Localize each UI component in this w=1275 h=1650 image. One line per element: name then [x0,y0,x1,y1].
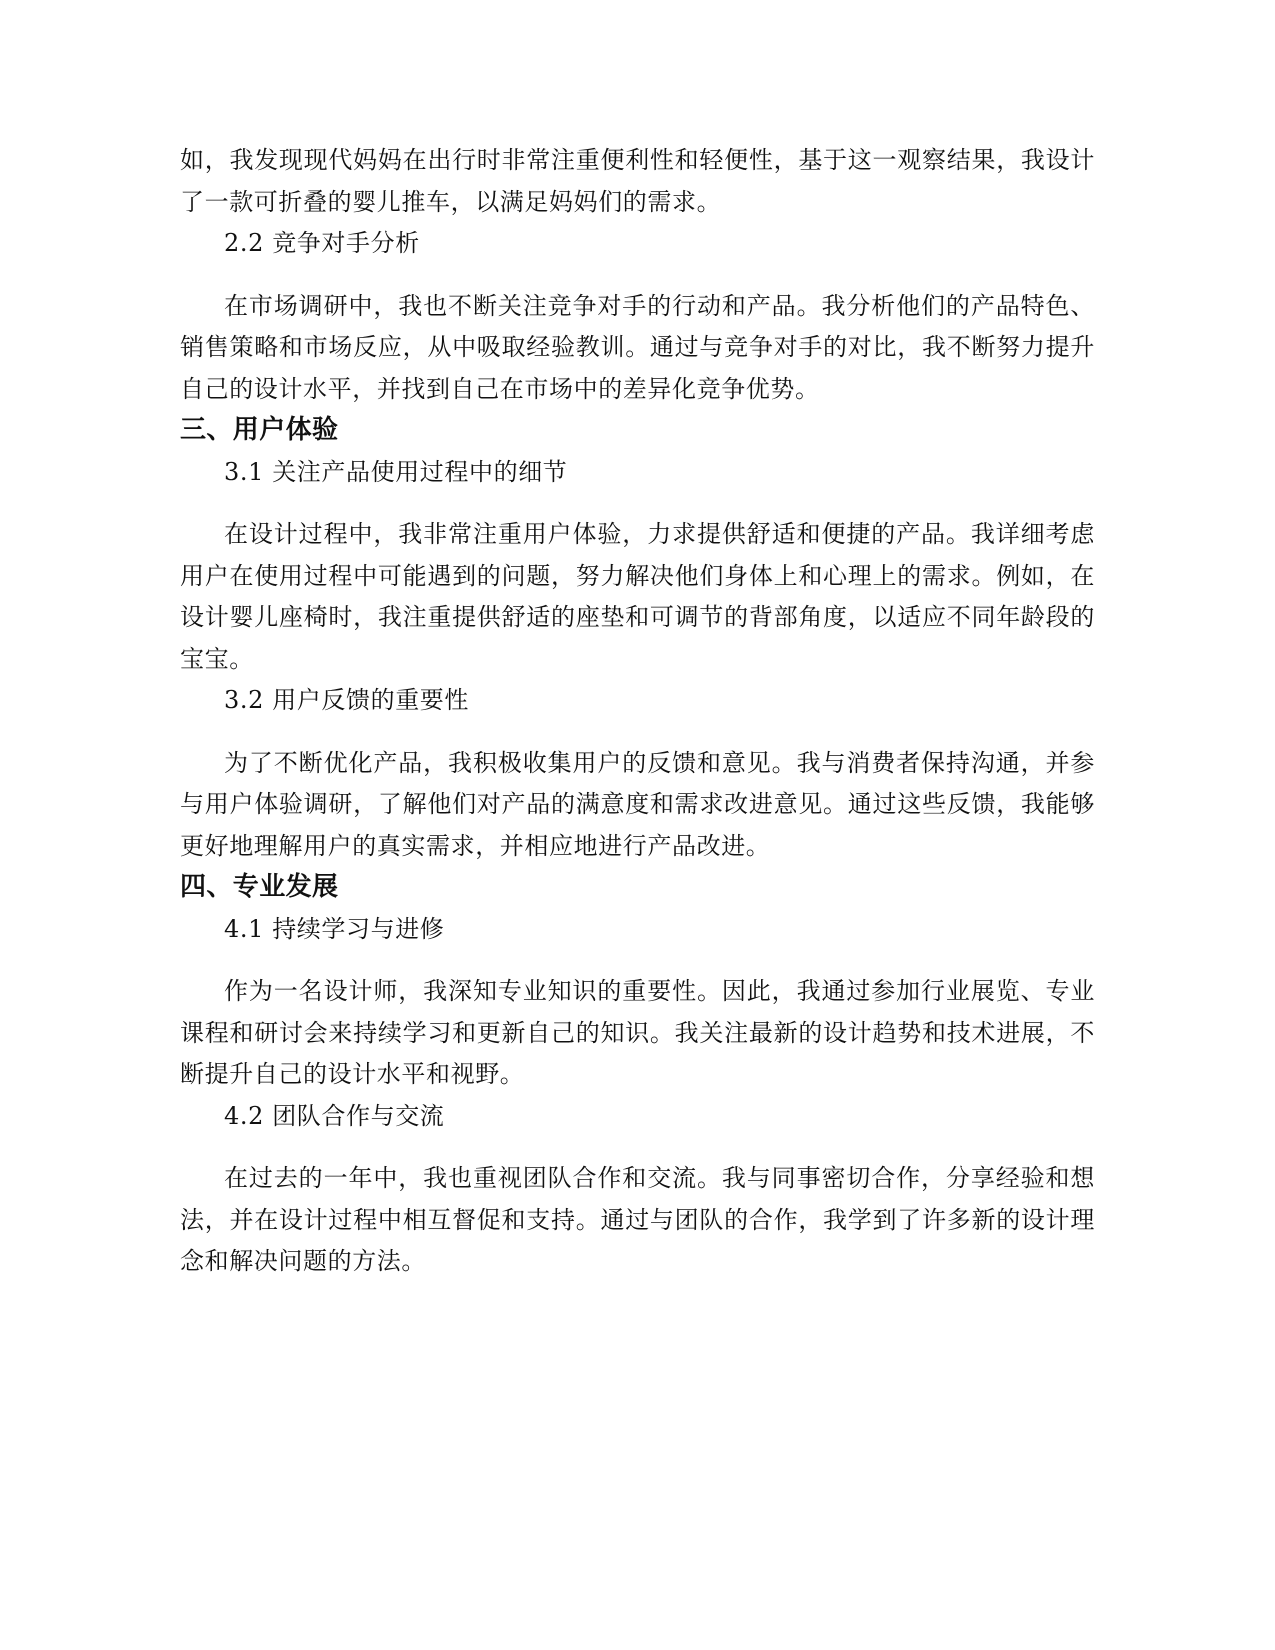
paragraph-3-1: 在设计过程中，我非常注重用户体验，力求提供舒适和便捷的产品。我详细考虑用户在使用过程中可能遇到的问题，努力解决他们身体上和心理上的需求。例如，在设计婴儿座椅时，我注重提供舒适的座垫和可调节的背部角度，以适应不同年龄段的宝宝。 [180,520,1095,673]
subheading-4-1: 4.1 持续学习与进修 [224,914,445,943]
paragraph-intro-continued: 如，我发现现代妈妈在出行时非常注重便利性和轻便性，基于这一观察结果，我设计了一款可折叠的婴儿推车，以满足妈妈们的需求。 [180,146,1095,216]
section-title-4: 四、专业发展 [180,872,339,902]
subheading-4-2: 4.2 团队合作与交流 [224,1101,445,1130]
subheading-3-1: 3.1 关注产品使用过程中的细节 [224,457,568,486]
paragraph-3-2: 为了不断优化产品，我积极收集用户的反馈和意见。我与消费者保持沟通，并参与用户体验调研，了解他们对产品的满意度和需求改进意见。通过这些反馈，我能够更好地理解用户的真实需求，并相应地进行产品改进。 [180,748,1095,860]
subheading-2-2: 2.2 竞争对手分析 [224,229,420,257]
subheading-3-2: 3.2 用户反馈的重要性 [224,686,469,714]
paragraph-4-1: 作为一名设计师，我深知专业知识的重要性。因此，我通过参加行业展览、专业课程和研讨会来持续学习和更新自己的知识。我关注最新的设计趋势和技术进展，不断提升自己的设计水平和视野。 [180,977,1095,1088]
paragraph-2-2: 在市场调研中，我也不断关注竞争对手的行动和产品。我分析他们的产品特色、销售策略和市场反应，从中吸取经验教训。通过与竞争对手的对比，我不断努力提升自己的设计水平，并找到自己在市场中的差异化竞争优势。 [180,291,1095,403]
paragraph-4-2: 在过去的一年中，我也重视团队合作和交流。我与同事密切合作，分享经验和想法，并在设计过程中相互督促和支持。通过与团队的合作，我学到了许多新的设计理念和解决问题的方法。 [180,1164,1095,1275]
document-page [180,140,1095,1283]
section-title-3: 三、用户体验 [180,415,339,445]
